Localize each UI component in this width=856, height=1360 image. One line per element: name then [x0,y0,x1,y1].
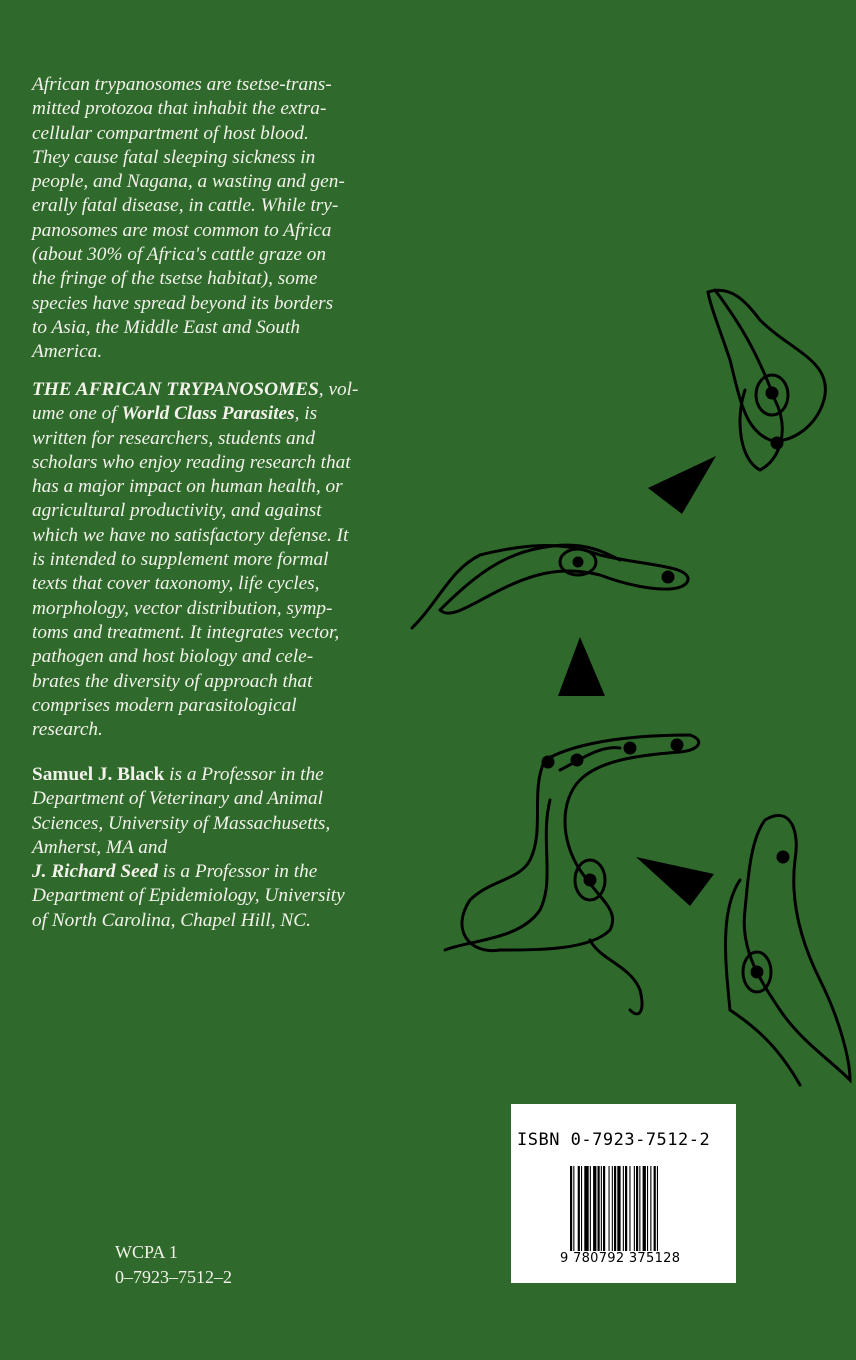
text-line [32,718,358,742]
text-segment: Department of Epidemiology, University [32,885,345,907]
text-segment: They cause fatal sleeping sickness in [32,146,316,168]
text-segment: to Asia, the Middle East and South [32,316,300,338]
text-line [32,267,345,291]
text-line [32,524,358,548]
text-segment: written for researchers, students and [32,427,315,449]
text-segment: toms and treatment. It integrates vector, [32,621,340,643]
text-segment: agricultural productivity, and against [32,500,322,522]
text-segment: , vol- [318,379,359,400]
text-segment: Department of Veterinary and Animal [32,788,323,810]
isbn-footer: 0–7923–7512–2 [115,1267,232,1287]
text-segment: erally fatal disease, in cattle. While try- [32,195,339,217]
trypanosome-illustration [400,270,856,1100]
barcode-bar [570,1166,572,1261]
barcode-bar [601,1166,602,1261]
text-segment: America. [32,341,103,363]
text-line [32,170,345,194]
barcode-bar [614,1166,616,1261]
barcode-bar [573,1166,574,1261]
text-line [32,548,358,572]
trypanosome-2 [412,545,688,628]
text-line [32,884,345,908]
text-segment: (about 30% of Africa's cattle graze on [32,244,327,266]
text-line [32,402,358,426]
text-segment: of North Carolina, Chapel Hill, NC. [32,909,311,931]
barcode-bar [629,1166,630,1261]
text-line [32,597,358,621]
text-line [32,292,345,316]
text-segment: is a Professor in the [164,764,324,785]
ean-number: 9 780792 375128 [560,1251,681,1266]
arrow-2 [558,637,605,696]
barcode-bar [598,1166,600,1261]
text-segment: Amherst, MA and [32,836,168,858]
text-segment: is intended to supplement more formal [32,549,329,571]
text-segment: people, and Nagana, a wasting and gen- [32,171,345,193]
text-line [32,73,345,97]
text-line [32,316,345,340]
text-segment: ume one of [32,403,122,425]
text-line [32,572,358,596]
text-line [32,378,358,402]
text-segment: panosomes are most common to Africa [32,219,332,241]
text-segment: has a major impact on human health, or [32,476,343,498]
bold-text: THE AFRICAN TRYPANOSOMES [32,379,319,400]
text-segment: morphology, vector distribution, symp- [32,597,333,619]
text-segment: , is [294,403,318,425]
trypanosome-1 [708,290,825,470]
isbn-text: ISBN 0-7923-7512-2 [517,1130,711,1150]
text-line [32,909,345,933]
text-line [32,243,345,267]
text-line [32,97,345,121]
text-segment: African trypanosomes are tsetse-trans- [32,74,332,95]
intro-paragraph [32,73,345,365]
author-bio-paragraph [32,763,345,933]
barcode-bar [636,1166,638,1261]
text-line [32,763,345,787]
barcode-bar [578,1166,580,1261]
barcode-bar [623,1166,624,1261]
text-line [32,122,345,146]
barcode-bar [590,1166,591,1261]
text-line [32,621,358,645]
barcode-bar [643,1166,646,1261]
bold-text: World Class Parasites [121,403,295,425]
text-segment: brates the diversity of approach that [32,670,313,692]
text-segment: mitted protozoa that inhabit the extra- [32,98,327,120]
barcode-bar [593,1166,596,1261]
text-line [32,836,345,860]
text-segment: comprises modern parasitological [32,694,297,716]
text-segment: texts that cover taxonomy, life cycles, [32,573,320,595]
barcode-bar [647,1166,648,1261]
series-code: WCPA 1 [115,1242,178,1262]
text-segment: pathogen and host biology and cele- [32,646,314,668]
barcode-bar [654,1166,656,1261]
barcode-bar [625,1166,627,1261]
text-line [32,146,345,170]
barcode-bar [609,1166,610,1261]
barcode-bar [639,1166,640,1261]
text-line [32,340,345,364]
text-segment: the fringe of the tsetse habitat), some [32,268,318,290]
text-line [32,194,345,218]
text-segment: scholars who enjoy reading research that [32,451,351,473]
barcode-bar [617,1166,620,1261]
text-line [32,645,358,669]
barcode-bar [612,1166,613,1261]
text-line [32,499,358,523]
text-line [32,219,345,243]
barcode-bar [581,1166,582,1261]
text-segment: which we have no satisfactory defense. It [32,524,349,546]
text-line [32,475,358,499]
arrow-1 [648,456,716,514]
text-segment: research. [32,719,103,741]
text-segment: is a Professor in the [157,861,318,883]
arrow-3 [636,857,714,906]
book-description-paragraph [32,378,358,742]
text-line [32,694,358,718]
barcode-bar [603,1166,605,1261]
bold-text: J. Richard Seed [32,861,158,883]
text-line [32,427,358,451]
barcode-bar [650,1166,651,1261]
barcode-bar [634,1166,635,1261]
barcode [570,1166,698,1261]
text-segment: species have spread beyond its borders [32,292,334,314]
text-line [32,451,358,475]
text-line [32,812,345,836]
barcode-bar [584,1166,588,1261]
text-segment: Sciences, University of Massachusetts, [32,812,331,834]
barcode-bar [657,1166,658,1261]
text-line [32,670,358,694]
text-line [32,860,345,884]
bold-text: Samuel J. Black [32,764,165,785]
text-line [32,787,345,811]
isbn-barcode-label [511,1104,736,1283]
text-segment: cellular compartment of host blood. [32,122,309,144]
trypanosome-4 [726,816,850,1085]
